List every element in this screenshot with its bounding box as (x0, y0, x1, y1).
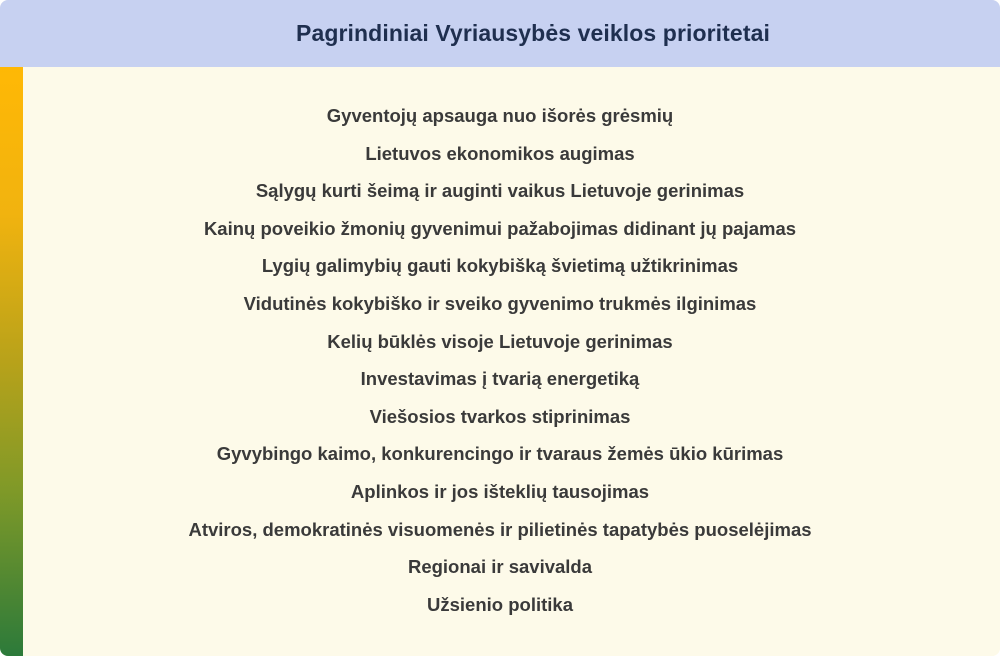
priority-item: Užsienio politika (427, 593, 573, 615)
priority-item: Atviros, demokratinės visuomenės ir pilietinės tapatybės puoselėjimas (188, 518, 812, 540)
page-title: Pagrindiniai Vyriausybės veiklos prioritetai (296, 20, 770, 46)
priority-list (23, 97, 977, 623)
side-accent-bar (0, 67, 23, 656)
priority-item: Sąlygų kurti šeimą ir auginti vaikus Lietuvoje gerinimas (255, 180, 745, 202)
priority-item: Kelių būklės visoje Lietuvoje gerinimas (327, 330, 673, 352)
priority-item: Regionai ir savivalda (407, 556, 593, 578)
priority-item: Lietuvos ekonomikos augimas (365, 142, 635, 164)
priority-item: Gyventojų apsauga nuo išorės grėsmių (326, 105, 674, 126)
priority-item: Viešosios tvarkos stiprinimas (369, 405, 631, 427)
header-banner (0, 0, 1000, 67)
priority-item: Lygių galimybių gauti kokybišką švietimą užtikrinimas (261, 255, 739, 277)
priority-item: Gyvybingo kaimo, konkurencingo ir tvaraus žemės ūkio kūrimas (216, 443, 784, 465)
content-area (23, 67, 1000, 656)
priority-item: Kainų poveikio žmonių gyvenimui pažabojimas didinant jų pajamas (203, 217, 797, 239)
priority-item: Investavimas į tvarią energetiką (360, 368, 640, 390)
priority-item: Aplinkos ir jos išteklių tausojimas (350, 480, 650, 502)
priority-item: Vidutinės kokybiško ir sveiko gyvenimo trukmės ilginimas (243, 292, 757, 314)
